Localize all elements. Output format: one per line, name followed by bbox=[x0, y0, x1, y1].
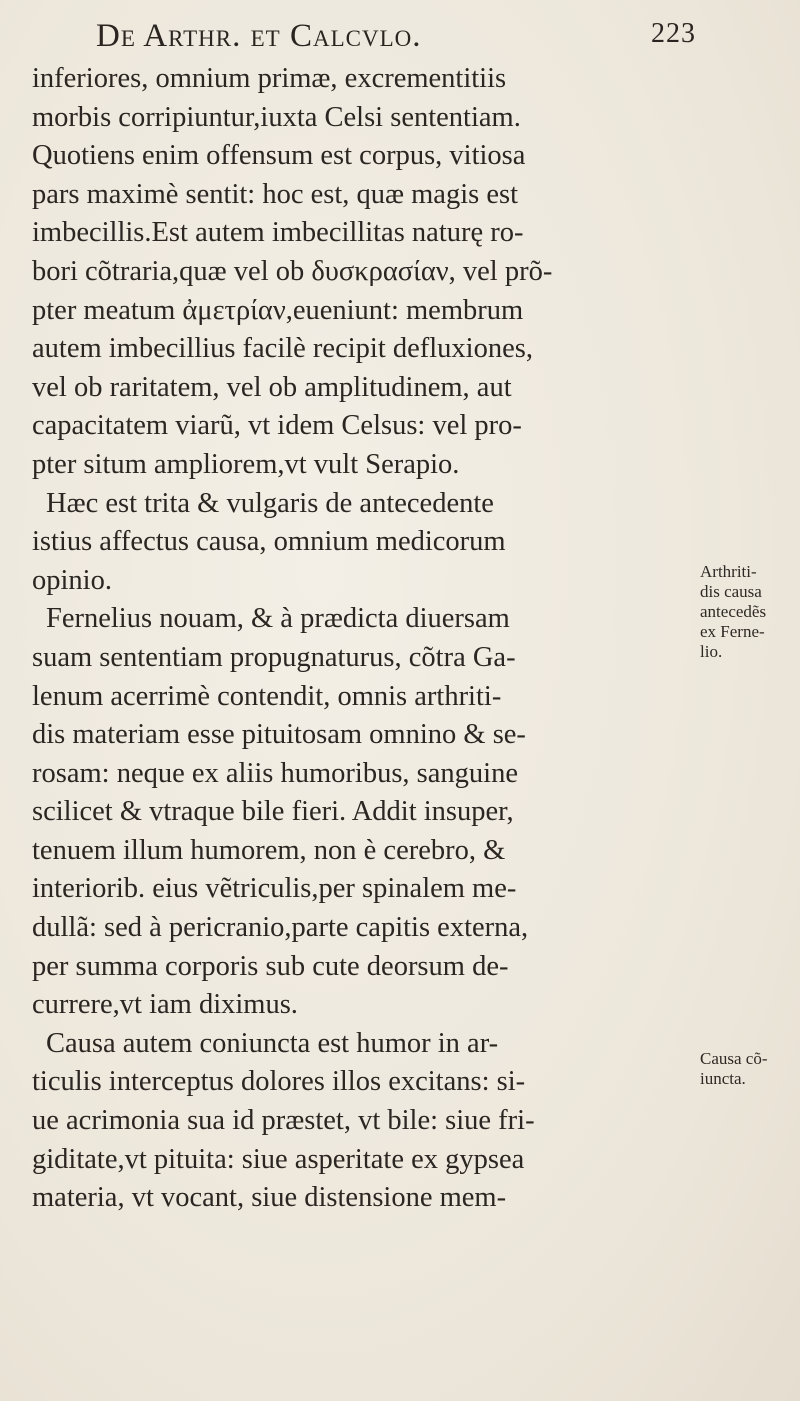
text-line: ue acrimonia sua id præstet, vt bile: siue fri- bbox=[32, 1105, 535, 1137]
text-line: tenuem illum humorem, non è cerebro, & bbox=[32, 834, 506, 866]
text-line: istius affectus causa, omnium medicorum bbox=[32, 526, 506, 558]
text-line: bori cõtraria,quæ vel ob δυσκρασίαν, vel prõ- bbox=[32, 255, 553, 287]
text-line: pter situm ampliorem,vt vult Serapio. bbox=[32, 448, 460, 480]
text-line: per summa corporis sub cute deorsum de- bbox=[32, 950, 509, 982]
text-line: inferiores, omnium primæ, excrementitiis bbox=[32, 63, 507, 94]
text-line: rosam: neque ex aliis humoribus, sanguine bbox=[32, 757, 518, 789]
text-line: lenum acerrimè contendit, omnis arthriti- bbox=[32, 680, 502, 712]
text-line: interiorib. eius vẽtriculis,per spinalem me- bbox=[32, 873, 517, 905]
running-title: De Arthr. et Calcvlo. bbox=[96, 18, 422, 54]
text-line: pter meatum ἀμετρίαν,eueniunt: membrum bbox=[32, 294, 524, 326]
margin-note-arthritis-cause bbox=[700, 562, 792, 662]
text-line: capacitatem viarũ, vt idem Celsus: vel pro- bbox=[32, 410, 522, 442]
text-line: vel ob raritatem, vel ob amplitudinem, aut bbox=[32, 371, 512, 403]
margin-note-line: antecedẽs bbox=[700, 602, 767, 621]
text-line: opinio. bbox=[32, 564, 112, 596]
text-line: Quotiens enim offensum est corpus, vitiosa bbox=[32, 140, 526, 172]
text-line: materia, vt vocant, siue distensione mem- bbox=[32, 1182, 507, 1214]
paragraph-start: Causa autem coniuncta est humor in ar- bbox=[46, 1027, 499, 1059]
margin-note-line: iuncta. bbox=[700, 1069, 746, 1088]
text-line: dullã: sed à pericranio,parte capitis externa, bbox=[32, 912, 529, 944]
text-line: scilicet & vtraque bile fieri. Addit insuper, bbox=[32, 796, 514, 828]
text-line: morbis corripiuntur,iuxta Celsi sententiam. bbox=[32, 101, 521, 133]
margin-note-line: lio. bbox=[700, 642, 723, 661]
paragraph-start: Fernelius nouam, & à prædicta diuersam bbox=[46, 603, 510, 635]
text-line: imbecillis.Est autem imbecillitas naturę ro- bbox=[32, 217, 524, 249]
margin-note-line: ex Ferne- bbox=[700, 622, 765, 641]
margin-note-line: Causa cõ- bbox=[700, 1049, 768, 1068]
running-header bbox=[96, 18, 696, 55]
paragraph-start: Hæc est trita & vulgaris de antecedente bbox=[46, 487, 494, 519]
margin-note-line: Arthriti- bbox=[700, 562, 757, 581]
body-text bbox=[32, 60, 682, 1218]
text-line: ticulis interceptus dolores illos excitans: si- bbox=[32, 1066, 526, 1098]
margin-note-line: dis causa bbox=[700, 582, 762, 601]
text-line: dis materiam esse pituitosam omnino & se- bbox=[32, 719, 526, 751]
text-line: pars maximè sentit: hoc est, quæ magis est bbox=[32, 178, 519, 210]
text-line: autem imbecillius facilè recipit defluxiones, bbox=[32, 333, 533, 365]
text-line: suam sententiam propugnaturus, cõtra Ga- bbox=[32, 641, 516, 673]
page-number: 223 bbox=[651, 18, 696, 49]
text-line: currere,vt iam diximus. bbox=[32, 989, 298, 1021]
text-line: giditate,vt pituita: siue asperitate ex gypsea bbox=[32, 1143, 525, 1175]
margin-note-conjoined-cause bbox=[700, 1049, 792, 1089]
